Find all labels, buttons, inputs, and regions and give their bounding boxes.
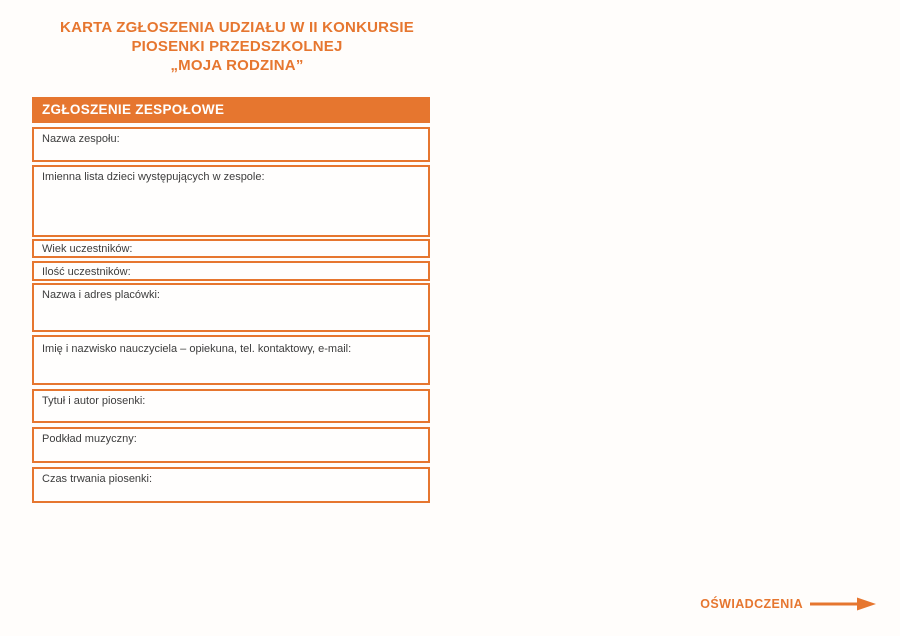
document-title xyxy=(28,18,446,75)
form-field-label: Nazwa zespołu: xyxy=(42,133,120,145)
form-field-label: Nazwa i adres placówki: xyxy=(42,289,160,301)
form-field-label: Podkład muzyczny: xyxy=(42,433,137,445)
form-row-teacher-contact xyxy=(32,335,430,385)
oswiadczenia-link[interactable] xyxy=(700,597,876,611)
form-field-label: Czas trwania piosenki: xyxy=(42,473,153,485)
form-section-header: ZGŁOSZENIE ZESPOŁOWE xyxy=(32,97,430,123)
oswiadczenia-label[interactable]: OŚWIADCZENIA xyxy=(700,597,803,611)
form-row-institution-name-address xyxy=(32,283,430,332)
form-row-song-title-author xyxy=(32,389,430,423)
form-row-participants-age xyxy=(32,239,430,258)
form-field-label: Tytuł i autor piosenki: xyxy=(42,395,146,407)
form-field-label: Wiek uczestników: xyxy=(42,243,133,255)
title-line-1: KARTA ZGŁOSZENIA UDZIAŁU W II KONKURSIE xyxy=(60,19,414,36)
application-form-table xyxy=(32,97,430,503)
form-row-team-name xyxy=(32,127,430,162)
form-field-label: Imię i nazwisko nauczyciela – opiekuna, tel. kontaktowy, e-mail: xyxy=(42,343,352,355)
arrow-right-icon xyxy=(810,597,876,611)
form-field-label: Imienna lista dzieci występujących w zespole: xyxy=(42,171,265,183)
form-row-song-duration xyxy=(32,467,430,503)
form-row-backing-track xyxy=(32,427,430,463)
form-row-participants-count xyxy=(32,261,430,281)
title-line-2: PIOSENKI PRZEDSZKOLNEJ xyxy=(131,38,343,55)
form-row-children-list xyxy=(32,165,430,237)
title-line-3: „MOJA RODZINA” xyxy=(170,57,304,74)
form-field-label: Ilość uczestników: xyxy=(42,266,131,278)
